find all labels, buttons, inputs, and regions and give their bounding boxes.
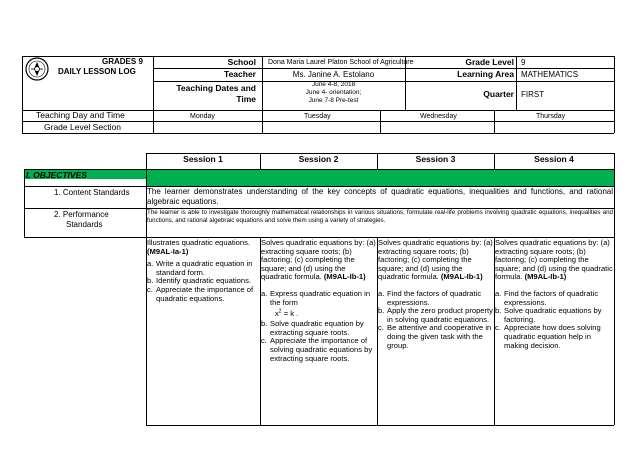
list-label: b.: [147, 276, 154, 286]
s1-objective-c: Appreciate the importance of quadratic equations.: [156, 284, 254, 303]
teaching-dates-line-3: June 7-8 Pre-test: [308, 97, 359, 104]
day-wednesday: Wednesday: [420, 113, 457, 120]
teaching-dates-line-1: June 4-8, 2018: [311, 81, 356, 88]
s2-equation-base: x: [275, 309, 279, 319]
school-value: Dona Maria Laurel Platon School of Agriculture: [268, 59, 414, 66]
learning-area-value: MATHEMATICS: [521, 70, 579, 79]
learning-area-label: Learning Area: [457, 69, 514, 79]
performance-standards-text: The learner is able to investigate thoroughly mathematical relationships in various situations, formulate real-life problems involving quadratic equations, inequalities and functions, and rational algebraic equations and solve them using a variety of strategies.: [147, 209, 613, 224]
list-label: b.: [495, 306, 502, 316]
objectives-heading: I. OBJECTIVES: [26, 170, 87, 180]
s1-objective-b: Identify quadratic equations.: [156, 276, 251, 286]
teaching-dates-label-2: Time: [236, 94, 256, 104]
list-item: [147, 260, 259, 277]
list-label: b.: [261, 319, 268, 329]
session-2-header: Session 2: [298, 154, 339, 164]
teaching-dates-line-2: June 4- orientation;: [305, 89, 362, 96]
session-3-competency: [378, 239, 493, 350]
s1-objective-a: Write a quadratic equation in standard form.: [156, 259, 253, 277]
s4-intro: Solves quadratic equations by: (a) extracting square roots; (b) factoring; (c) completing the square; and (d) using the quadratic formula.: [495, 238, 613, 282]
list-label: b.: [378, 306, 385, 316]
list-item: [495, 307, 613, 324]
day-thursday: Thursday: [536, 113, 566, 120]
list-item: [261, 320, 376, 337]
grades-title: GRADES 9: [102, 57, 143, 66]
day-tuesday: Tuesday: [304, 113, 331, 120]
s3-objective-a: Find the factors of quadratic expressions.: [387, 288, 482, 307]
s3-objective-c: Be attentive and cooperative in doing the given task with the group.: [387, 323, 492, 350]
grade-level-section-label: Grade Level Section: [44, 122, 122, 132]
school-label: School: [227, 57, 256, 67]
grade-level-value: 9: [521, 58, 526, 67]
list-label: a.: [261, 288, 268, 298]
deped-seal-logo: [25, 57, 49, 81]
s2-objective-b: Solve quadratic equation by extracting square roots.: [270, 319, 364, 337]
s4-code: (M9AL-Ib-1): [524, 272, 567, 282]
teaching-day-label: Teaching Day and Time: [36, 110, 125, 120]
session-2-competency: [261, 239, 376, 363]
s3-objective-b: Apply the zero product property in solving quadratic equations.: [387, 306, 493, 324]
quarter-value: FIRST: [521, 90, 545, 99]
list-label: c.: [261, 336, 267, 346]
list-label: a.: [378, 288, 385, 298]
list-item: [261, 290, 376, 307]
list-label: c.: [495, 323, 501, 333]
list-item: [378, 290, 493, 307]
dll-title: DAILY LESSON LOG: [58, 67, 136, 76]
performance-standards-label-2: Standards: [66, 220, 103, 229]
s2-objective-c: Appreciate the importance of solving quadratic equations by extracting square roots.: [270, 336, 373, 363]
teacher-value: Ms. Janine A. Estolano: [292, 70, 375, 79]
s4-objective-a: Find the factors of quadratic expressions.: [504, 288, 599, 307]
s2-equation-rest: = k .: [281, 309, 299, 319]
content-standards-text: The learner demonstrates understanding of the key concepts of quadratic equations, inequalities and functions, and rational algebraic equations.: [147, 187, 613, 206]
list-label: c.: [147, 284, 153, 294]
s2-equation-exponent: 2: [278, 308, 282, 315]
session-1-header: Session 1: [183, 154, 223, 164]
s2-intro: Solves quadratic equations by: (a) extracting square roots; (b) factoring; (c) completing the square; and (d) using the quadratic formula.: [261, 238, 376, 282]
session-1-competency: [147, 239, 259, 303]
session-3-header: Session 3: [415, 154, 456, 164]
list-label: c.: [378, 323, 384, 333]
list-label: a.: [495, 288, 502, 298]
s4-objective-c: Appreciate how does solving quadratic equation help in making decision.: [504, 323, 601, 350]
quarter-label: Quarter: [483, 89, 514, 99]
list-label: a.: [147, 259, 154, 269]
performance-standards-label: 2. Performance: [54, 210, 109, 219]
s4-objective-b: Solve quadratic equations by factoring.: [504, 306, 602, 324]
s2-code: (M9AL-Ib-1): [323, 272, 366, 282]
content-standards-label: 1. Content Standards: [54, 188, 130, 197]
list-item: [378, 307, 493, 324]
list-item: [495, 290, 613, 307]
session-4-competency: [495, 239, 613, 350]
list-item: [147, 286, 259, 303]
day-monday: Monday: [190, 113, 215, 120]
s1-intro: Illustrates quadratic equations.: [147, 238, 250, 247]
s3-code: (M9AL-Ib-1): [440, 272, 483, 282]
list-item: [261, 337, 376, 363]
list-item: [378, 324, 493, 350]
list-item: [495, 324, 613, 350]
grade-level-label: Grade Level: [465, 57, 514, 67]
s1-code: (M9AL-Ia-1): [147, 246, 189, 256]
session-4-header: Session 4: [534, 154, 574, 164]
s2-objective-a: Express quadratic equation in the form: [270, 288, 371, 307]
s3-intro: Solves quadratic equations by: (a) extracting square roots; (b) factoring; (c) completing the square; and (d) using the quadratic formula.: [378, 238, 493, 282]
teacher-label: Teacher: [224, 69, 256, 79]
teaching-dates-label: Teaching Dates and: [176, 83, 256, 93]
